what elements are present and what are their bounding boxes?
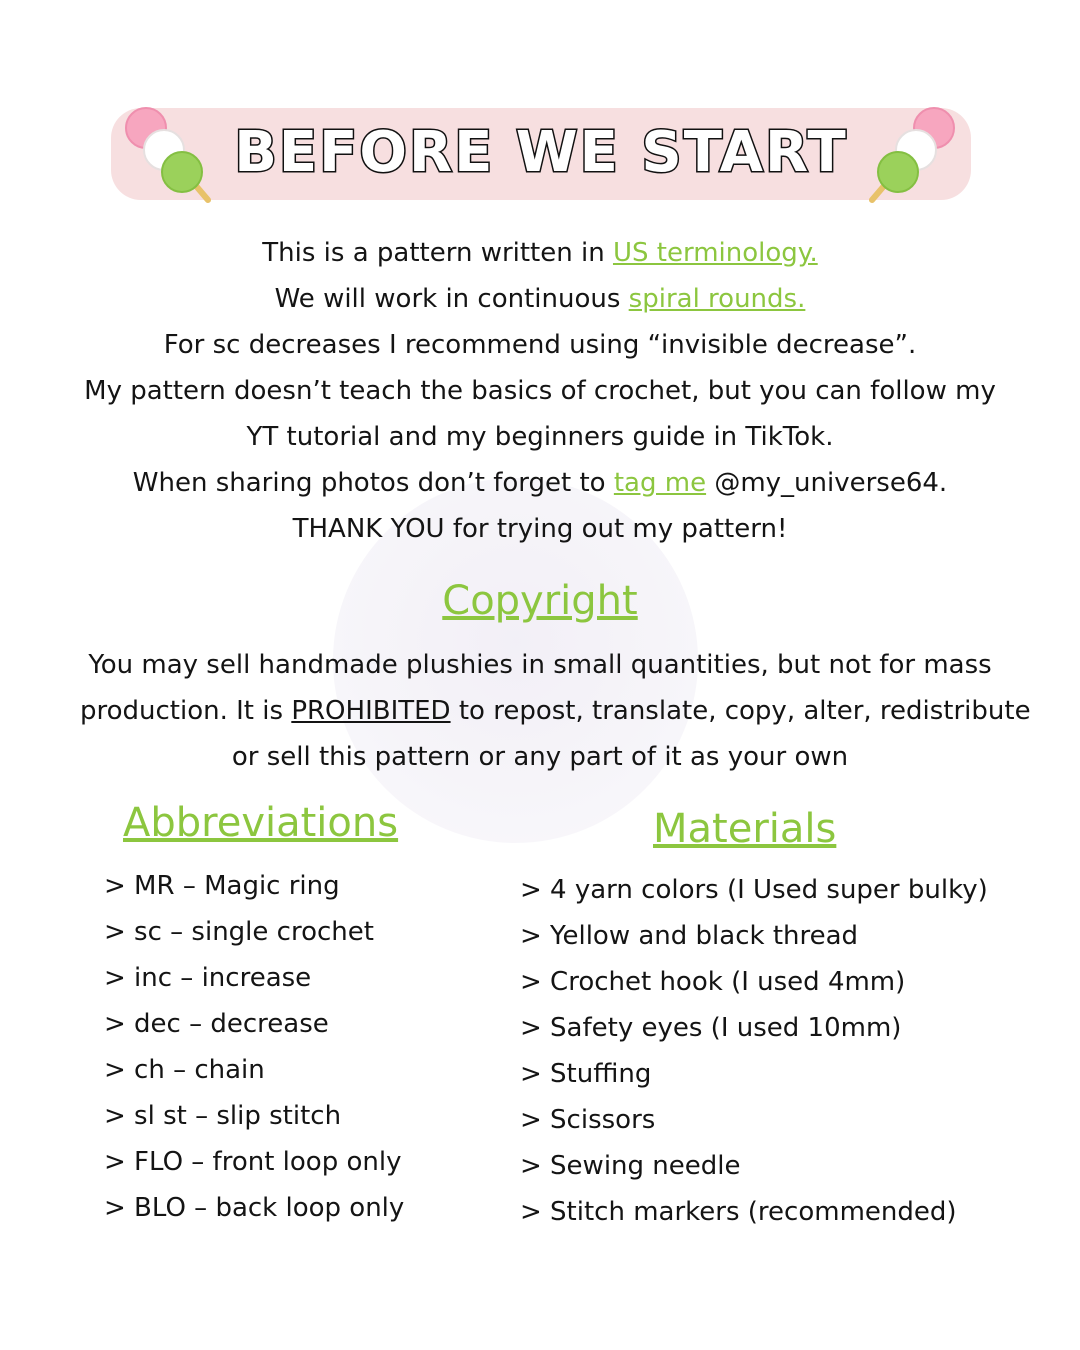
intro-text-segment: @my_universe64.	[706, 468, 948, 498]
intro-line	[60, 230, 1020, 276]
prohibited-emphasis: PROHIBITED	[291, 696, 451, 726]
copyright-heading: Copyright	[442, 578, 638, 624]
list-item: > BLO – back loop only	[104, 1193, 405, 1223]
list-item: > sc – single crochet	[104, 917, 374, 947]
intro-line	[60, 460, 1020, 506]
list-item: > dec – decrease	[104, 1009, 329, 1039]
list-item: > Crochet hook (I used 4mm)	[520, 967, 906, 997]
list-item: > Stitch markers (recommended)	[520, 1197, 957, 1227]
intro-text-segment: When sharing photos don’t forget to	[132, 468, 614, 498]
copyright-line: You may sell handmade plushies in small quantities, but not for mass	[88, 650, 992, 680]
intro-line: My pattern doesn’t teach the basics of crochet, but you can follow my	[84, 376, 996, 406]
intro-text	[60, 230, 1020, 552]
intro-line: For sc decreases I recommend using “invisible decrease”.	[163, 330, 917, 360]
materials-heading: Materials	[653, 806, 837, 852]
intro-text-segment: This is a pattern written in	[262, 238, 613, 268]
list-item: > Safety eyes (I used 10mm)	[520, 1013, 902, 1043]
us-terminology-link[interactable]: US terminology.	[612, 238, 818, 268]
copyright-text-segment: to repost, translate, copy, alter, redistribute	[450, 696, 1031, 726]
tag-me-link[interactable]: tag me	[613, 468, 707, 498]
copyright-line	[80, 688, 1031, 734]
intro-line: YT tutorial and my beginners guide in TikTok.	[246, 422, 834, 452]
materials-list	[520, 867, 988, 1235]
copyright-text	[80, 642, 1031, 780]
list-item: > inc – increase	[104, 963, 312, 993]
list-item: > 4 yarn colors (I Used super bulky)	[520, 875, 988, 905]
intro-line: THANK YOU for trying out my pattern!	[292, 514, 788, 544]
copyright-line: or sell this pattern or any part of it as your own	[231, 742, 849, 772]
list-item: > Scissors	[520, 1105, 656, 1135]
copyright-text-segment: production. It is	[80, 696, 292, 726]
list-item: > MR – Magic ring	[104, 871, 340, 901]
list-item: > Stuffing	[520, 1059, 652, 1089]
abbreviations-list	[104, 863, 404, 1231]
spiral-rounds-link[interactable]: spiral rounds.	[628, 284, 806, 314]
list-item: > FLO – front loop only	[104, 1147, 402, 1177]
page-title: BEFORE WE START	[234, 119, 848, 185]
list-item: > Sewing needle	[520, 1151, 741, 1181]
intro-text-segment: We will work in continuous	[274, 284, 629, 314]
list-item: > Yellow and black thread	[520, 921, 859, 951]
intro-line	[60, 276, 1020, 322]
list-item: > sl st – slip stitch	[104, 1101, 342, 1131]
abbreviations-heading: Abbreviations	[123, 800, 399, 846]
list-item: > ch – chain	[104, 1055, 265, 1085]
